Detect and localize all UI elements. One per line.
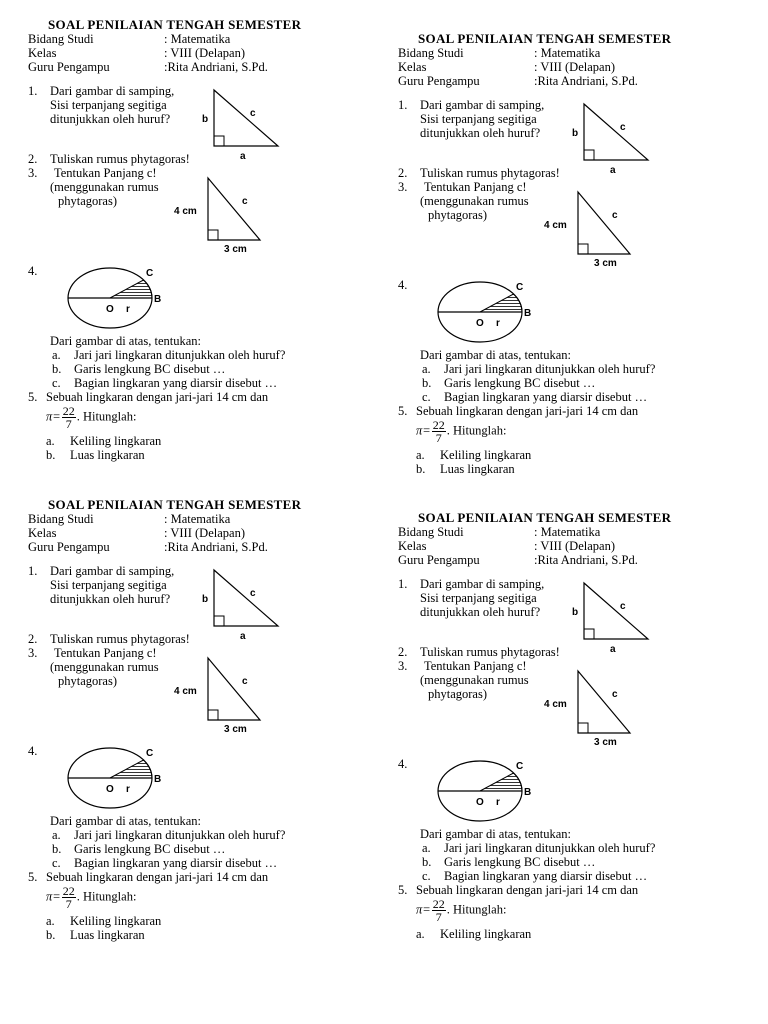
fraction-numerator: 22: [432, 897, 445, 911]
pi-symbol: π=: [46, 889, 61, 904]
info-value-class: : VIII (Delapan): [164, 526, 245, 540]
q4-item-text: Jari jari lingkaran ditunjukkan oleh huruf?: [74, 348, 286, 362]
q3-line: phytagoras): [428, 687, 488, 701]
side-a-label: a: [610, 644, 616, 655]
fraction-denominator: 7: [435, 431, 442, 445]
q4-item-letter: b.: [52, 842, 62, 856]
q5-text: Sebuah lingkaran dengan jari-jari 14 cm dan: [46, 870, 269, 884]
q1-number: 1.: [28, 84, 38, 98]
q1-line: Sisi terpanjang segitiga: [50, 578, 167, 592]
q4-item-text: Garis lengkung BC disebut …: [74, 362, 226, 376]
point-c-label: C: [516, 761, 524, 772]
circle-figure: [68, 744, 198, 810]
q5-pi-expression: [416, 898, 506, 923]
q1-line: Sisi terpanjang segitiga: [420, 112, 537, 126]
circle-figure: [438, 278, 568, 344]
q5-item-letter: b.: [416, 462, 426, 476]
point-c-label: C: [146, 268, 154, 279]
info-label-subject: Bidang Studi: [28, 512, 94, 526]
q4-item-text: Bagian lingkaran yang diarsir disebut …: [74, 376, 278, 390]
side-c-label: c: [620, 122, 626, 133]
info-value-teacher: :Rita Andriani, S.Pd.: [534, 74, 638, 88]
q5-item-text: Keliling lingkaran: [70, 434, 162, 448]
side-a-label: 3 cm: [224, 724, 247, 735]
q5-number: 5.: [398, 404, 408, 418]
circle-figure: [438, 757, 568, 823]
center-o-label: O: [476, 318, 484, 329]
triangle-shape: [578, 192, 630, 254]
right-triangle-figure: [168, 654, 288, 734]
right-angle-mark: [208, 710, 218, 720]
info-label-teacher: Guru Pengampu: [28, 540, 110, 554]
q3-line: (menggunakan rumus: [420, 194, 529, 208]
sheet-title: SOAL PENILAIAN TENGAH SEMESTER: [418, 510, 672, 525]
center-o-label: O: [106, 304, 114, 315]
q4-intro: Dari gambar di atas, tentukan:: [50, 814, 201, 828]
q1-line: Dari gambar di samping,: [420, 98, 545, 112]
side-b-label: 4 cm: [174, 686, 197, 697]
q5-text: Sebuah lingkaran dengan jari-jari 14 cm dan: [46, 390, 269, 404]
q1-line: ditunjukkan oleh huruf?: [50, 592, 171, 606]
fraction-numerator: 22: [62, 404, 75, 418]
info-value-class: : VIII (Delapan): [534, 539, 615, 553]
side-c-label: c: [612, 689, 618, 700]
q1-line: Dari gambar di samping,: [420, 577, 545, 591]
right-triangle-figure: [538, 667, 658, 747]
q1-line: Sisi terpanjang segitiga: [50, 98, 167, 112]
q4-intro: Dari gambar di atas, tentukan:: [420, 827, 571, 841]
q4-item-text: Jari jari lingkaran ditunjukkan oleh huruf?: [444, 841, 656, 855]
q1-number: 1.: [28, 564, 38, 578]
side-b-label: b: [202, 594, 209, 605]
pi-fraction: [62, 885, 76, 910]
q4-item-text: Bagian lingkaran yang diarsir disebut …: [74, 856, 278, 870]
q4-item-letter: a.: [422, 841, 431, 855]
q4-item-text: Garis lengkung BC disebut …: [444, 376, 596, 390]
q5-number: 5.: [398, 883, 408, 897]
info-label-class: Kelas: [398, 60, 427, 74]
right-angle-mark: [214, 136, 224, 146]
info-value-teacher: :Rita Andriani, S.Pd.: [534, 553, 638, 567]
q4-intro: Dari gambar di atas, tentukan:: [50, 334, 201, 348]
side-c-label: c: [250, 108, 256, 119]
exam-sheet: [28, 498, 388, 968]
q5-item-text: Keliling lingkaran: [70, 914, 162, 928]
q5-item-text: Luas lingkaran: [70, 928, 145, 942]
q4-item-text: Garis lengkung BC disebut …: [444, 855, 596, 869]
q4-item-letter: c.: [422, 869, 431, 883]
side-c-label: c: [612, 210, 618, 221]
q4-item-letter: b.: [422, 855, 432, 869]
point-b-label: B: [524, 308, 532, 319]
q2-text: Tuliskan rumus phytagoras!: [50, 632, 190, 646]
point-c-label: C: [146, 748, 154, 759]
q2-number: 2.: [398, 166, 408, 180]
info-label-class: Kelas: [28, 526, 57, 540]
q2-number: 2.: [28, 152, 38, 166]
right-triangle-figure: [202, 86, 288, 166]
q1-number: 1.: [398, 577, 408, 591]
q1-line: Dari gambar di samping,: [50, 564, 175, 578]
q4-item-text: Garis lengkung BC disebut …: [74, 842, 226, 856]
side-a-label: a: [240, 631, 246, 642]
q1-line: ditunjukkan oleh huruf?: [420, 126, 541, 140]
q5-number: 5.: [28, 390, 38, 404]
right-angle-mark: [578, 244, 588, 254]
side-a-label: a: [610, 165, 616, 176]
exam-sheet: [398, 511, 758, 981]
q3-line: (menggunakan rumus: [50, 180, 159, 194]
q5-hitunglah: . Hitunglah:: [446, 902, 507, 917]
q4-item-letter: b.: [422, 376, 432, 390]
q5-item-letter: a.: [46, 434, 55, 448]
info-label-subject: Bidang Studi: [398, 525, 464, 539]
q5-item-text: Luas lingkaran: [440, 462, 515, 476]
q4-item-letter: c.: [52, 376, 61, 390]
side-b-label: b: [572, 128, 579, 139]
point-b-label: B: [154, 294, 162, 305]
q3-number: 3.: [28, 646, 38, 660]
center-o-label: O: [476, 797, 484, 808]
triangle-shape: [208, 178, 260, 240]
exam-sheet: [398, 32, 758, 502]
shaded-sector: [110, 760, 152, 778]
right-triangle-figure: [538, 188, 658, 268]
info-label-class: Kelas: [28, 46, 57, 60]
right-angle-mark: [578, 723, 588, 733]
q4-item-letter: a.: [52, 348, 61, 362]
right-triangle-figure: [572, 579, 658, 659]
info-label-teacher: Guru Pengampu: [398, 553, 480, 567]
shaded-sector: [480, 294, 522, 312]
info-value-subject: : Matematika: [164, 512, 231, 526]
q3-line: (menggunakan rumus: [50, 660, 159, 674]
sheet-title: SOAL PENILAIAN TENGAH SEMESTER: [48, 497, 302, 512]
q4-item-text: Bagian lingkaran yang diarsir disebut …: [444, 869, 648, 883]
fraction-numerator: 22: [62, 884, 75, 898]
triangle-shape: [578, 671, 630, 733]
radius-r-label: r: [496, 318, 500, 329]
side-c-label: c: [250, 588, 256, 599]
q4-item-letter: c.: [422, 390, 431, 404]
q3-line: phytagoras): [58, 194, 118, 208]
side-b-label: b: [572, 607, 579, 618]
q5-item-letter: b.: [46, 928, 56, 942]
q2-text: Tuliskan rumus phytagoras!: [420, 645, 560, 659]
side-b-label: 4 cm: [544, 220, 567, 231]
info-value-subject: : Matematika: [534, 525, 601, 539]
side-a-label: 3 cm: [594, 737, 617, 748]
q1-line: Sisi terpanjang segitiga: [420, 591, 537, 605]
q3-line: Tentukan Panjang c!: [54, 166, 157, 180]
fraction-denominator: 7: [435, 910, 442, 924]
info-value-class: : VIII (Delapan): [164, 46, 245, 60]
right-angle-mark: [214, 616, 224, 626]
q5-item-letter: a.: [416, 448, 425, 462]
right-angle-mark: [208, 230, 218, 240]
info-label-teacher: Guru Pengampu: [398, 74, 480, 88]
right-angle-mark: [584, 629, 594, 639]
q5-text: Sebuah lingkaran dengan jari-jari 14 cm dan: [416, 883, 639, 897]
q5-pi-expression: [416, 419, 506, 444]
fraction-numerator: 22: [432, 418, 445, 432]
q4-number: 4.: [28, 744, 38, 758]
info-label-subject: Bidang Studi: [398, 46, 464, 60]
q5-pi-expression: [46, 885, 136, 910]
q4-item-text: Bagian lingkaran yang diarsir disebut …: [444, 390, 648, 404]
circle-figure: [68, 264, 198, 330]
q2-text: Tuliskan rumus phytagoras!: [50, 152, 190, 166]
side-c-label: c: [242, 676, 248, 687]
pi-symbol: π=: [46, 409, 61, 424]
right-triangle-figure: [168, 174, 288, 254]
info-label-teacher: Guru Pengampu: [28, 60, 110, 74]
q1-line: Dari gambar di samping,: [50, 84, 175, 98]
q2-number: 2.: [28, 632, 38, 646]
q3-line: Tentukan Panjang c!: [424, 180, 527, 194]
exam-sheet: [28, 18, 388, 488]
right-angle-mark: [584, 150, 594, 160]
q4-item-text: Jari jari lingkaran ditunjukkan oleh huruf?: [444, 362, 656, 376]
q4-item-letter: a.: [52, 828, 61, 842]
right-triangle-figure: [572, 100, 658, 180]
shaded-sector: [480, 773, 522, 791]
right-triangle-figure: [202, 566, 288, 646]
q5-hitunglah: . Hitunglah:: [446, 423, 507, 438]
q4-item-letter: b.: [52, 362, 62, 376]
side-a-label: 3 cm: [224, 244, 247, 255]
center-o-label: O: [106, 784, 114, 795]
side-b-label: 4 cm: [174, 206, 197, 217]
q2-text: Tuliskan rumus phytagoras!: [420, 166, 560, 180]
sheet-title: SOAL PENILAIAN TENGAH SEMESTER: [48, 17, 302, 32]
q4-number: 4.: [398, 757, 408, 771]
q5-hitunglah: . Hitunglah:: [76, 889, 137, 904]
side-a-label: 3 cm: [594, 258, 617, 269]
q4-number: 4.: [28, 264, 38, 278]
q5-item-letter: a.: [46, 914, 55, 928]
q3-line: Tentukan Panjang c!: [424, 659, 527, 673]
q5-pi-expression: [46, 405, 136, 430]
q5-item-letter: b.: [46, 448, 56, 462]
q5-item-text: Keliling lingkaran: [440, 927, 532, 941]
pi-symbol: π=: [416, 423, 431, 438]
pi-fraction: [432, 419, 446, 444]
q3-number: 3.: [28, 166, 38, 180]
q4-intro: Dari gambar di atas, tentukan:: [420, 348, 571, 362]
q1-line: ditunjukkan oleh huruf?: [420, 605, 541, 619]
q5-text: Sebuah lingkaran dengan jari-jari 14 cm dan: [416, 404, 639, 418]
q4-number: 4.: [398, 278, 408, 292]
q3-line: (menggunakan rumus: [420, 673, 529, 687]
q3-line: phytagoras): [58, 674, 118, 688]
sheet-title: SOAL PENILAIAN TENGAH SEMESTER: [418, 31, 672, 46]
point-b-label: B: [524, 787, 532, 798]
side-b-label: 4 cm: [544, 699, 567, 710]
fraction-denominator: 7: [65, 897, 72, 911]
side-a-label: a: [240, 151, 246, 162]
q5-item-text: Luas lingkaran: [70, 448, 145, 462]
q3-number: 3.: [398, 180, 408, 194]
q3-line: Tentukan Panjang c!: [54, 646, 157, 660]
q1-line: ditunjukkan oleh huruf?: [50, 112, 171, 126]
q5-item-letter: a.: [416, 927, 425, 941]
pi-symbol: π=: [416, 902, 431, 917]
radius-r-label: r: [126, 784, 130, 795]
side-c-label: c: [242, 196, 248, 207]
point-c-label: C: [516, 282, 524, 293]
radius-r-label: r: [496, 797, 500, 808]
pi-fraction: [62, 405, 76, 430]
info-value-teacher: :Rita Andriani, S.Pd.: [164, 540, 268, 554]
pi-fraction: [432, 898, 446, 923]
q1-number: 1.: [398, 98, 408, 112]
info-label-class: Kelas: [398, 539, 427, 553]
side-c-label: c: [620, 601, 626, 612]
triangle-shape: [208, 658, 260, 720]
q3-number: 3.: [398, 659, 408, 673]
q5-item-text: Keliling lingkaran: [440, 448, 532, 462]
q4-item-text: Jari jari lingkaran ditunjukkan oleh huruf?: [74, 828, 286, 842]
q4-item-letter: c.: [52, 856, 61, 870]
q5-hitunglah: . Hitunglah:: [76, 409, 137, 424]
info-value-class: : VIII (Delapan): [534, 60, 615, 74]
info-value-teacher: :Rita Andriani, S.Pd.: [164, 60, 268, 74]
info-label-subject: Bidang Studi: [28, 32, 94, 46]
q4-item-letter: a.: [422, 362, 431, 376]
shaded-sector: [110, 280, 152, 298]
point-b-label: B: [154, 774, 162, 785]
q5-number: 5.: [28, 870, 38, 884]
info-value-subject: : Matematika: [164, 32, 231, 46]
info-value-subject: : Matematika: [534, 46, 601, 60]
radius-r-label: r: [126, 304, 130, 315]
q3-line: phytagoras): [428, 208, 488, 222]
side-b-label: b: [202, 114, 209, 125]
fraction-denominator: 7: [65, 417, 72, 431]
q2-number: 2.: [398, 645, 408, 659]
